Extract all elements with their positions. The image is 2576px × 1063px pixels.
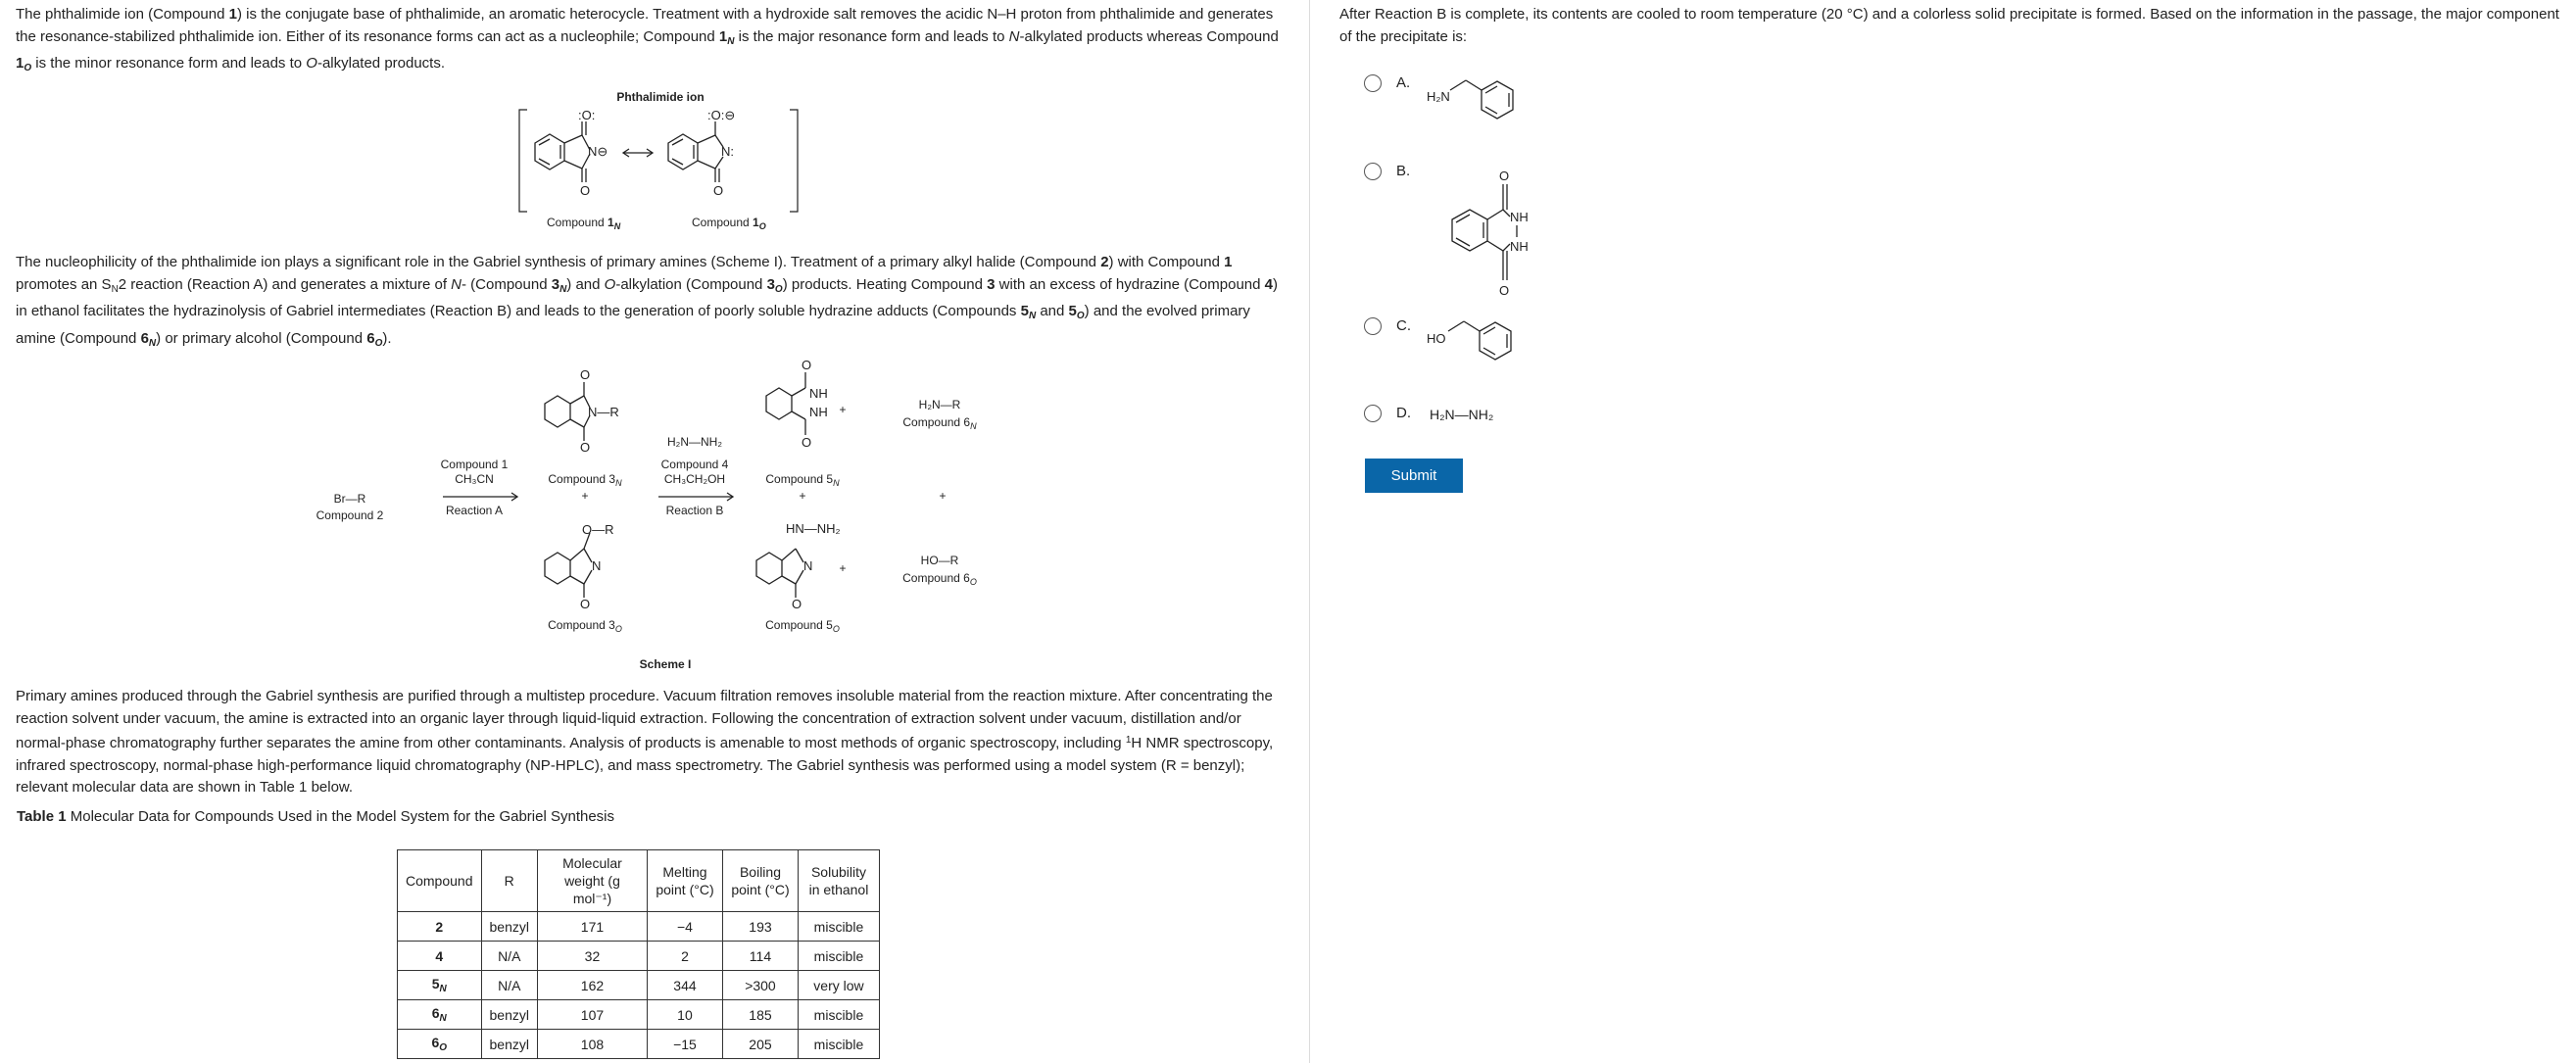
cell-compound	[398, 971, 482, 1000]
cell-r: benzyl	[481, 1000, 537, 1030]
compound-number: 6	[431, 1005, 440, 1021]
option-c-radio[interactable]	[1364, 317, 1382, 335]
cell-boiling-point: 193	[722, 912, 798, 942]
br-r-label: Br—R	[333, 492, 366, 506]
svg-text:O: O	[580, 183, 591, 198]
cell-molecular-weight: 107	[537, 1000, 647, 1030]
cell-boiling-point: >300	[722, 971, 798, 1000]
table-row	[398, 942, 880, 971]
option-c-letter: C.	[1396, 317, 1411, 334]
scheme-title: Scheme I	[639, 657, 692, 671]
option-a-structure	[1427, 76, 1564, 145]
compound-number: 4	[435, 947, 444, 964]
panel-divider	[1309, 0, 1310, 1063]
plus-3: +	[581, 489, 589, 503]
submit-button[interactable]: Submit	[1365, 459, 1463, 493]
cell-melting-point: 10	[647, 1000, 722, 1030]
cell-compound	[398, 1000, 482, 1030]
table-row	[398, 912, 880, 942]
ho-r-label: HO—R	[920, 554, 959, 567]
option-c-structure	[1427, 317, 1564, 386]
option-b-letter: B.	[1396, 163, 1411, 179]
cell-boiling-point: 205	[722, 1030, 798, 1059]
reagent-ethanol: CH₃CH₂OH	[663, 472, 726, 486]
plus-6n: +	[839, 403, 847, 416]
table-row	[398, 1000, 880, 1030]
cell-melting-point: 2	[647, 942, 722, 971]
molecular-data-table	[397, 849, 880, 1059]
cell-molecular-weight: 171	[537, 912, 647, 942]
compound-5o-label: Compound $5_O$	[765, 618, 840, 634]
reaction-b-label: Reaction B	[665, 504, 724, 517]
passage-paragraph-2: The nucleophilicity of the phthalimide ion plays a significant role in the Gabriel synthesis of primary amines (Scheme I). Treatment of a primary alkyl halide (Compound 2) with Compound 1 promotes an $S_N2$ reaction (Reaction A) and generates a mixture of N- (Compound $3_N$) and O-alkylation (Compound $3_O$) products. Heating Compound 3 with an excess of hydrazine (Compound 4) in ethanol facilitates the hydrazinolysis of Gabriel intermediates (Reaction B) and leads to the generation of poorly soluble hydrazine adducts (Compounds $5_N$ and $5_O$) and the evolved primary amine (Compound $6_N$) or primary alcohol (Compound $6_O$).	[16, 254, 1278, 349]
option-b-structure	[1427, 163, 1564, 300]
cell-r: benzyl	[481, 1030, 537, 1059]
svg-text:N: N	[803, 558, 813, 573]
option-d-radio[interactable]	[1364, 405, 1382, 422]
svg-text:HN—NH₂: HN—NH₂	[786, 521, 841, 536]
compound-number: 5	[431, 976, 440, 991]
cell-solubility: very low	[798, 971, 879, 1000]
cell-melting-point: 344	[647, 971, 722, 1000]
option-c-label: HO	[1427, 331, 1446, 346]
table-row	[398, 1030, 880, 1059]
phthalimide-structure-o	[668, 121, 723, 182]
table-caption: Table 1 Molecular Data for Compounds Used in the Model System for the Gabriel Synthesis	[17, 808, 615, 825]
cell-compound	[398, 912, 482, 942]
compound-2-label: Compound 2	[316, 508, 384, 522]
compound-6n-label: Compound $6_N$	[902, 415, 977, 431]
cell-molecular-weight: 32	[537, 942, 647, 971]
cell-r: N/A	[481, 942, 537, 971]
compound-subscript: N	[439, 1013, 447, 1024]
cell-molecular-weight: 108	[537, 1030, 647, 1059]
cell-solubility: miscible	[798, 1030, 879, 1059]
option-b-o-top: O	[1499, 169, 1510, 183]
compound-subscript: N	[439, 984, 447, 994]
compound-5o-structure	[756, 549, 803, 598]
svg-text:N⊖: N⊖	[588, 144, 608, 159]
option-b-radio[interactable]	[1364, 163, 1382, 180]
plus-mid: +	[939, 489, 947, 503]
cell-boiling-point: 114	[722, 942, 798, 971]
label-compound-1o: Compound $1_O$	[692, 216, 766, 231]
svg-text:N: N	[592, 558, 602, 573]
svg-text:O—R: O—R	[582, 522, 614, 537]
cell-compound	[398, 1030, 482, 1059]
compound-number: 2	[435, 918, 444, 935]
figure-title: Phthalimide ion	[616, 90, 705, 104]
cell-boiling-point: 185	[722, 1000, 798, 1030]
cell-solubility: miscible	[798, 912, 879, 942]
label-compound-1n: Compound $1_N$	[547, 216, 621, 231]
compound-3n-label: Compound $3_N$	[548, 472, 622, 488]
phthalimide-structure-n	[535, 121, 590, 182]
option-b-o-bot: O	[1499, 283, 1510, 298]
compound-3n-structure	[545, 382, 590, 441]
compound-3o-label: Compound $3_O$	[548, 618, 622, 634]
reagent-hydrazine: H₂N—NH₂	[667, 435, 722, 449]
svg-text::O:⊖: :O:⊖	[707, 108, 736, 122]
reagent-compound-1: Compound 1	[440, 458, 509, 471]
h2n-r-label: H₂N—R	[918, 398, 961, 411]
svg-text::O:: :O:	[578, 108, 596, 122]
header-r: R	[481, 850, 537, 912]
compound-3o-structure	[545, 533, 592, 598]
svg-text:NH: NH	[809, 405, 828, 419]
reagent-compound-4: Compound 4	[660, 458, 729, 471]
svg-text:O: O	[792, 597, 802, 611]
cell-compound	[398, 942, 482, 971]
passage-paragraph-1: The phthalimide ion (Compound 1) is the conjugate base of phthalimide, an aromatic heterocycle. Treatment with a hydroxide salt removes the acidic N–H proton from phthalimide and generates the resonance-stabilized phthalimide ion. Either of its resonance forms can act as a nucleophile; Compound $1_N$ is the major resonance form and leads to N-alkylated products whereas Compound $1_O$ is the minor resonance form and leads to O-alkylated products.	[16, 6, 1279, 73]
table-row	[398, 971, 880, 1000]
phthalimide-resonance-figure	[506, 84, 819, 241]
passage-paragraph-3: Primary amines produced through the Gabriel synthesis are purified through a multistep procedure. Vacuum filtration removes insoluble material from the reaction mixture. After concentrating the reaction solvent under vacuum, the amine is extracted into an organic layer through liquid-liquid extraction. Following the concentration of extraction solvent under vacuum, distillation and/or normal-phase chromatography further separates the amine from other contaminants. Analysis of products is amenable to most methods of organic spectroscopy, including $^1$H NMR spectroscopy, infrared spectroscopy, normal-phase high-performance liquid chromatography (NP-HPLC), and mass spectrometry. The Gabriel synthesis was performed using a model system (R = benzyl); relevant molecular data are shown in Table 1 below.	[16, 688, 1274, 796]
cell-melting-point: −15	[647, 1030, 722, 1059]
svg-text:O: O	[802, 435, 812, 450]
header-boiling-point: Boiling point (°C)	[722, 850, 798, 912]
svg-text:N—R: N—R	[588, 405, 619, 419]
compound-5n-structure	[766, 372, 805, 435]
header-compound: Compound	[398, 850, 482, 912]
svg-text:O: O	[580, 597, 591, 611]
svg-text:NH: NH	[809, 386, 828, 401]
header-melting-point: Melting point (°C)	[647, 850, 722, 912]
cell-solubility: miscible	[798, 1000, 879, 1030]
option-d-label: H₂N—NH₂	[1430, 407, 1494, 422]
reaction-a-label: Reaction A	[445, 504, 504, 517]
option-b-nh1: NH	[1510, 210, 1529, 224]
option-d-letter: D.	[1396, 405, 1411, 421]
compound-6o-label: Compound $6_O$	[902, 571, 977, 587]
cell-melting-point: −4	[647, 912, 722, 942]
header-molecular-weight: Molecular weight (g mol⁻¹)	[537, 850, 647, 912]
header-solubility: Solubility in ethanol	[798, 850, 879, 912]
compound-subscript: O	[439, 1042, 448, 1053]
cell-solubility: miscible	[798, 942, 879, 971]
question-text: After Reaction B is complete, its contents are cooled to room temperature (20 °C) and a colorless solid precipitate is formed. Based on the information in the passage, the major component of the precipitate is:	[1339, 6, 2559, 45]
svg-text:O: O	[802, 358, 812, 372]
compound-5n-label: Compound $5_N$	[765, 472, 840, 488]
plus-5: +	[799, 489, 806, 503]
cell-molecular-weight: 162	[537, 971, 647, 1000]
cell-r: benzyl	[481, 912, 537, 942]
cell-r: N/A	[481, 971, 537, 1000]
svg-text:O: O	[580, 367, 591, 382]
svg-text:O: O	[580, 440, 591, 455]
svg-text:O: O	[713, 183, 724, 198]
scheme-1-figure	[316, 353, 1013, 671]
table-header-row	[398, 850, 880, 912]
option-a-label: H₂N	[1427, 89, 1450, 104]
reagent-ch3cn: CH₃CN	[455, 472, 494, 486]
option-a-radio[interactable]	[1364, 74, 1382, 92]
plus-6o: +	[839, 561, 847, 575]
compound-number: 6	[431, 1035, 440, 1050]
option-a-letter: A.	[1396, 74, 1411, 91]
svg-text:N:: N:	[721, 144, 734, 159]
option-b-nh2: NH	[1510, 239, 1529, 254]
